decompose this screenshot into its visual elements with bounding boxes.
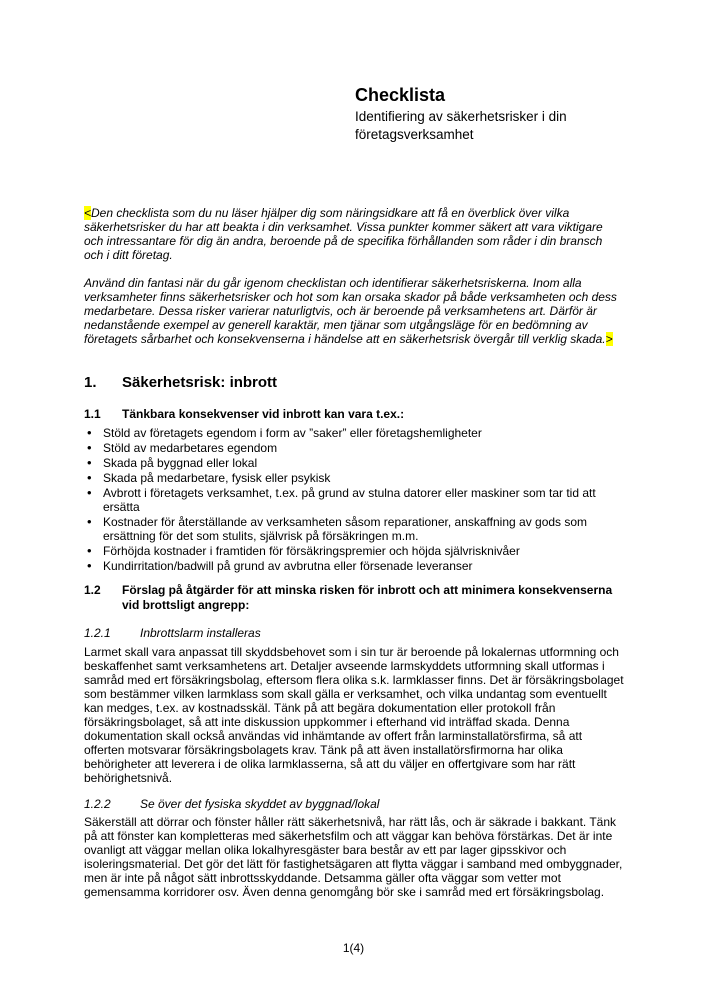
- subsection-1-2-2-number: 1.2.2: [84, 796, 111, 811]
- bullet-item: • Kundirritation/badwill på grund av avbrutna eller försenade leveranser: [84, 559, 624, 573]
- intro-paragraph-2: [84, 276, 624, 346]
- subsection-1-1-heading: [84, 407, 624, 422]
- subsection-1-2-2-heading-text: Se över det fysiska skyddet av byggnad/lokal: [140, 796, 380, 811]
- highlight-open-marker: <: [84, 206, 92, 220]
- bullet-item: • Stöld av företagets egendom i form av ”saker” eller företagshemligheter: [84, 426, 624, 440]
- page-number: 1(4): [342, 941, 365, 955]
- subsection-1-2-number: 1.2: [84, 582, 101, 597]
- bullet-item: • Förhöjda kostnader i framtiden för försäkringspremier och höjda självrisknivåer: [84, 544, 624, 558]
- intro-paragraph-2-text: Använd din fantasi när du går igenom checklistan och identifierar säkerhetsriskerna. Inom alla verksamheter finns säkerhetsrisker och hot som kan orsaka skador på både verksamheten och dess medarbetare. Dessa risker varierar naturligtvis, och är beroende på verksamhetens art. Därför är nedanstående exempel av generell karaktär, men tjänar som utgångsläge för en bedömning av företagets sårbarhet och konsekvenserna i händelse att en säkerhetsrisk övergår till verklig skada.: [84, 276, 617, 346]
- intro-paragraph-1-text: Den checklista som du nu läser hjälper dig som näringsidkare att få en överblick över vilka säkerhetsrisker du har att beakta i din verksamhet. Vissa punkter kommer säkert att vara viktigare och intressantare för dig än andra, beroende på de specifika förhållanden som råder i din bransch och i ditt företag.: [84, 206, 603, 262]
- section-1-number: 1.: [84, 374, 97, 391]
- document-body: [84, 0, 624, 899]
- bullet-item: • Skada på medarbetare, fysisk eller psykisk: [84, 471, 624, 485]
- page-title: Checklista: [355, 85, 446, 105]
- subsection-1-2-1-number: 1.2.1: [84, 625, 111, 640]
- subsection-1-2-1-heading-text: Inbrottslarm installeras: [140, 625, 261, 640]
- bullet-item: • Kostnader för återställande av verksamheten såsom reparationer, anskaffning av gods som ersättning för det som stulits, självrisk på försäkringen m.m.: [84, 515, 624, 543]
- page-subtitle: Identifiering av säkerhetsrisker i din företagsverksamhet: [355, 109, 567, 142]
- bullet-item: • Avbrott i företagets verksamhet, t.ex. på grund av stulna datorer eller maskiner som tar tid att ersätta: [84, 486, 624, 514]
- consequence-bullet-list: [84, 426, 624, 573]
- paragraph-1-2-2: Säkerställ att dörrar och fönster håller rätt säkerhetsnivå, har rätt lås, och är säkrade i bakkant. Tänk på att fönster kan kompletteras med säkerhetsfilm och att väggar kan behöva förstärkas. Det är inte ovanligt att väggar mellan olika lokalhyresgäster bara består av ett par lager gipsskivor och isoleringsmaterial. Det gör det lätt för fastighetsägaren att flytta väggar i samband med ombyggnader, men är inte på något sätt inbrottsskyddande. Detsamma gäller ofta väggar som vetter mot gemensamma korridorer osv. Även denna genomgång bör ske i samråd med ert försäkringsbolag.: [84, 814, 623, 899]
- subsection-1-2-2-heading: [84, 797, 624, 811]
- subsection-1-1-heading-text: Tänkbara konsekvenser vid inbrott kan vara t.ex.:: [122, 407, 405, 421]
- paragraph-1-2-1: Larmet skall vara anpassat till skyddsbehovet som i sin tur är beroende på lokalernas utformning och beskaffenhet samt verksamhetens art. Detaljer avseende larmskyddets utformning skall utformas i samråd med ert försäkringsbolag, eftersom flera olika s.k. larmklasser finns. Det är försäkringsbolaget som bestämmer vilken larmklass som skall gälla er verksamhet, och vilka undantag som eventuellt kan medges, t.ex. av kostnadsskäl. Tänk på att begära dokumentation eller protokoll från försäkringsbolaget, så att inte diskussion uppkommer i efterhand vid inträffad skada. Denna dokumentation skall också användas vid inhämtande av offert från larminstallatörsfirma, så att offerten motsvarar försäkringsbolagets krav. Tänk på att även installatörsfirmorna har olika behörigheter att leverera i de olika larmklasserna, så att du väljer en offertgivare som har rätt behörighetsnivå.: [84, 644, 624, 785]
- subsection-1-1-number: 1.1: [84, 407, 101, 421]
- subsection-1-2-1-heading: [84, 626, 624, 640]
- section-1-heading: [84, 374, 624, 391]
- subsection-1-2-heading: [84, 583, 624, 614]
- highlight-close-marker: >: [605, 332, 613, 346]
- bullet-item: • Stöld av medarbetares egendom: [84, 441, 624, 455]
- bullet-item: • Skada på byggnad eller lokal: [84, 456, 624, 470]
- subsection-1-2-heading-text: Förslag på åtgärder för att minska risken för inbrott och att minimera konsekvenserna vid brottsligt angrepp:: [122, 582, 613, 612]
- section-1-heading-text: Säkerhetsrisk: inbrott: [122, 374, 278, 391]
- intro-paragraph-1: [84, 206, 624, 262]
